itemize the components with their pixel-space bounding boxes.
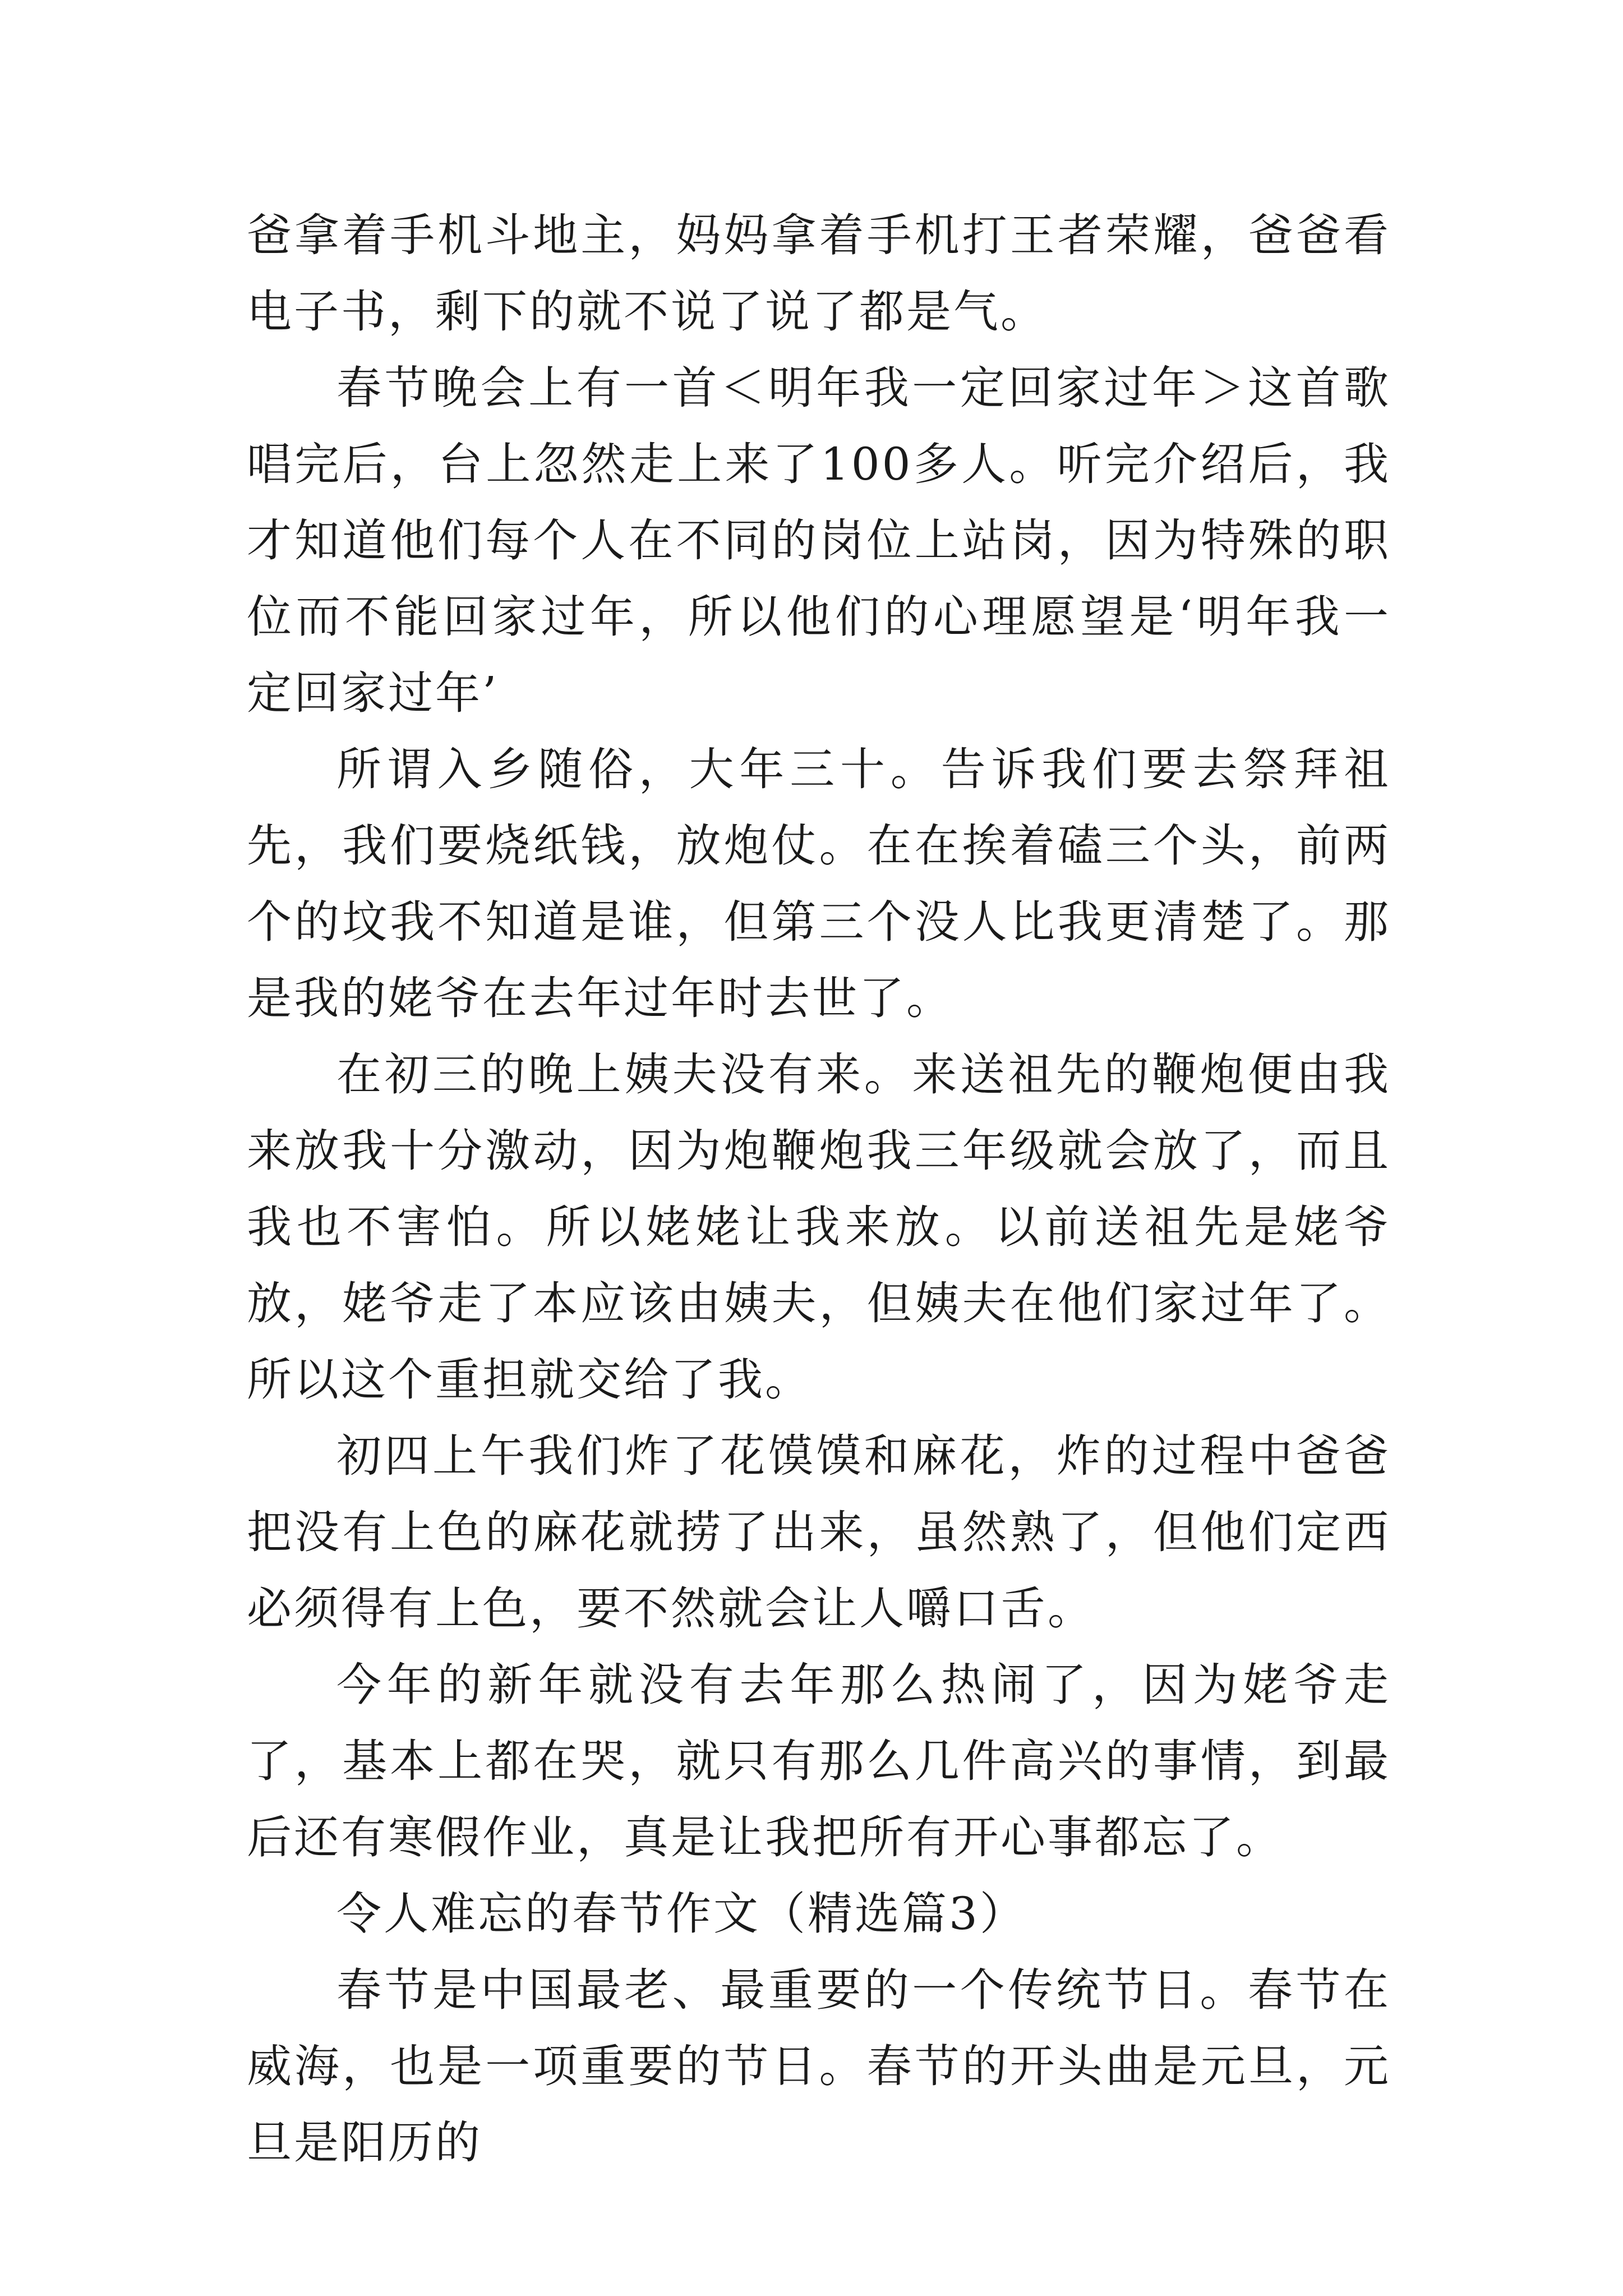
- paragraph-3: 所谓入乡随俗，大年三十。告诉我们要去祭拜祖先，我们要烧纸钱，放炮仗。在在挨着磕三个头，前两个的坟我不知道是谁，但第三个没人比我更清楚了。那是我的姥爷在去年过年时去世了。: [247, 743, 1391, 1024]
- paragraph-4: 在初三的晚上姨夫没有来。来送祖先的鞭炮便由我来放我十分激动，因为炮鞭炮我三年级就会放了，而且我也不害怕。所以姥姥让我来放。以前送祖先是姥爷放，姥爷走了本应该由姨夫，但姨夫在他们家过年了。所以这个重担就交给了我。: [247, 1048, 1391, 1406]
- paragraph-5: 初四上午我们炸了花馍馍和麻花，炸的过程中爸爸把没有上色的麻花就捞了出来，虽然熟了，但他们定西必须得有上色，要不然就会让人嚼口舌。: [247, 1430, 1391, 1635]
- paragraph-7: 春节是中国最老、最重要的一个传统节日。春节在威海，也是一项重要的节日。春节的开头曲是元旦，元旦是阳历的: [247, 1964, 1391, 2169]
- paragraph-2: 春节晚会上有一首＜明年我一定回家过年＞这首歌唱完后，台上忽然走上来了100多人。听完介绍后，我才知道他们每个人在不同的岗位上站岗，因为特殊的职位而不能回家过年，所以他们的心理愿望是‘明年我一定回家过年’: [247, 362, 1391, 719]
- section-heading: 令人难忘的春节作文（精选篇3）: [336, 1888, 1027, 1940]
- document-body: [247, 197, 1391, 2181]
- paragraph-6: 今年的新年就没有去年那么热闹了，因为姥爷走了，基本上都在哭，就只有那么几件高兴的事情，到最后还有寒假作业，真是让我把所有开心事都忘了。: [247, 1659, 1391, 1864]
- paragraph-1: 爸拿着手机斗地主，妈妈拿着手机打王者荣耀，爸爸看电子书，剩下的就不说了说了都是气。: [247, 209, 1391, 338]
